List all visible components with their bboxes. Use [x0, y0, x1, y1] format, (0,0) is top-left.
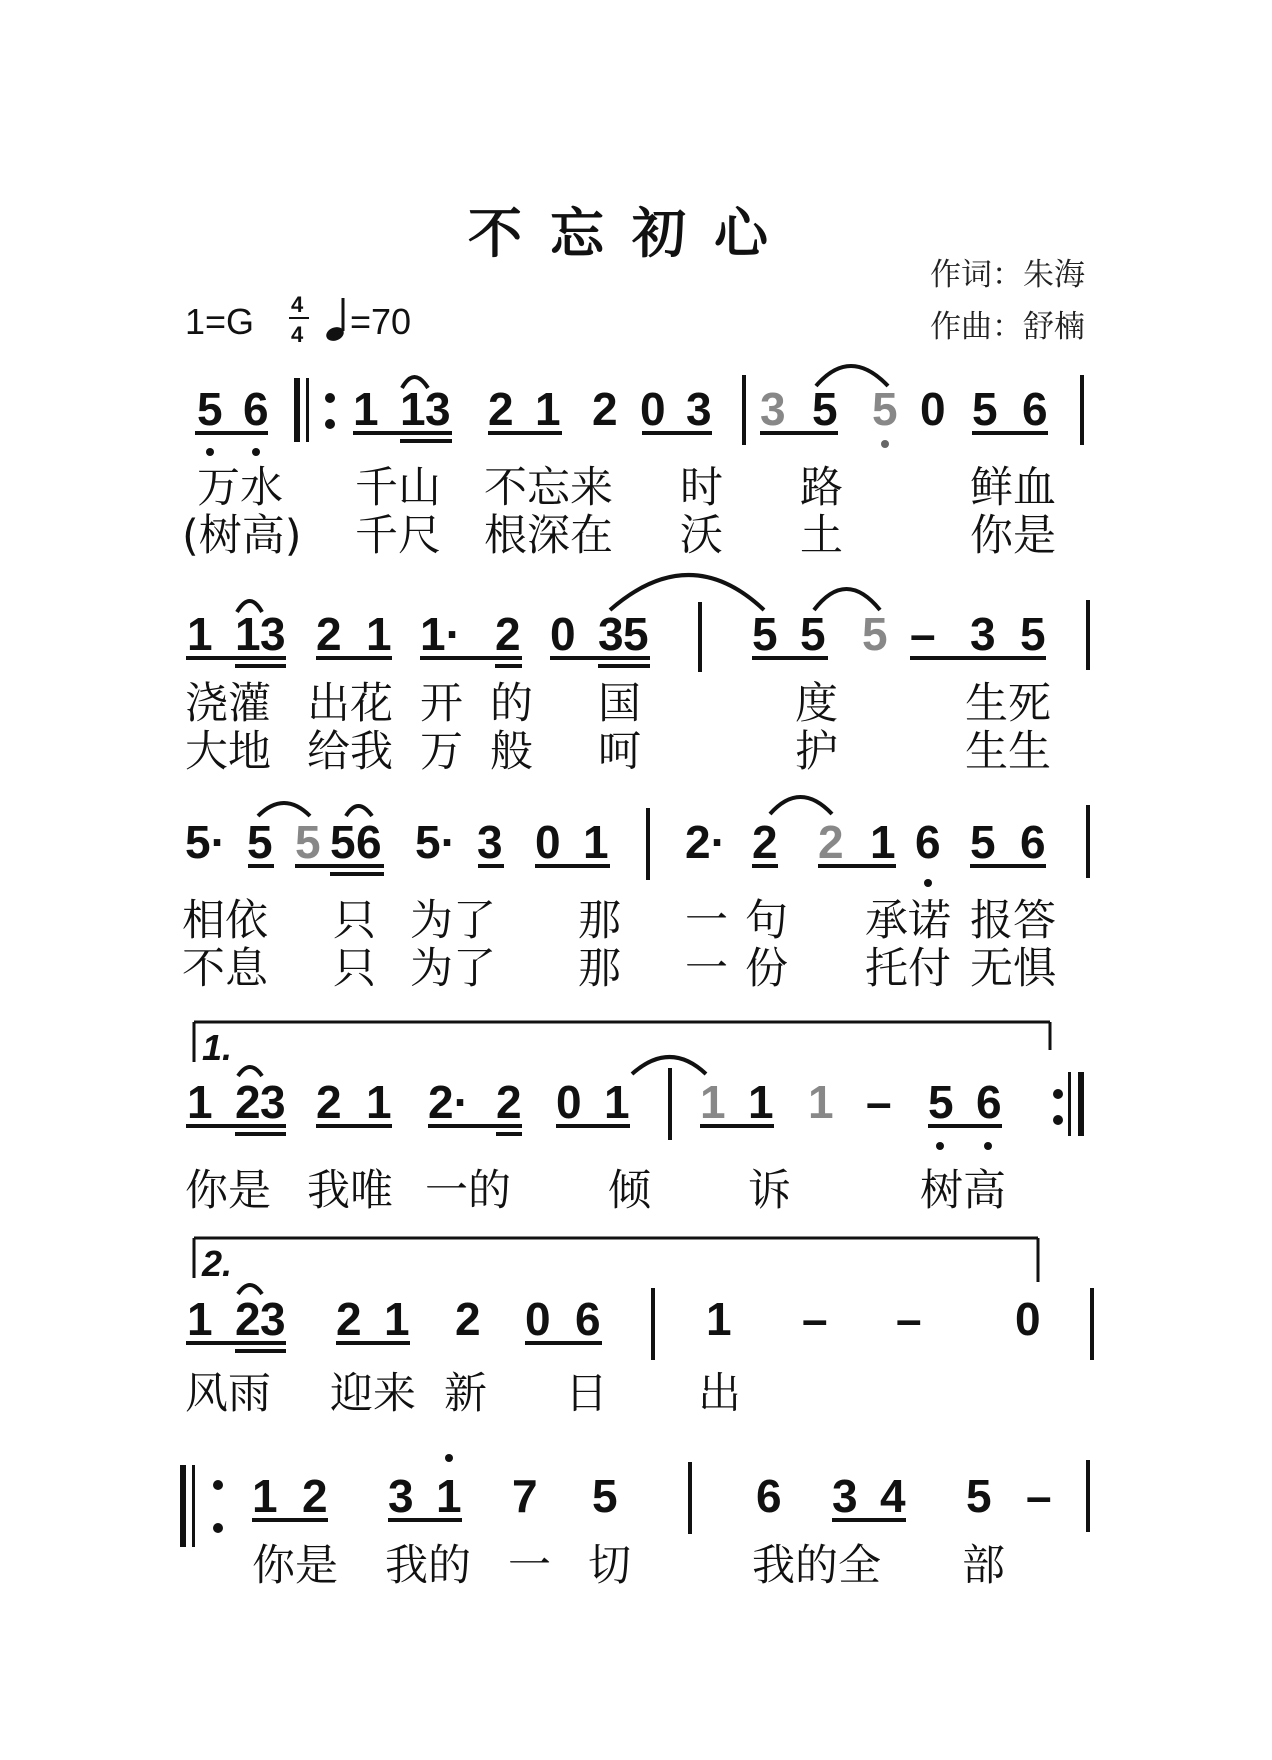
- note: 2: [316, 1076, 342, 1128]
- note: 1: [384, 1293, 410, 1345]
- note: –: [802, 1293, 828, 1345]
- lyric: 一的: [425, 1166, 511, 1216]
- repeat-end-barline: [1053, 1072, 1084, 1136]
- low-octave-dot: [984, 1142, 992, 1150]
- repeat-start-barline: [180, 1465, 223, 1547]
- score-line-5: [185, 1238, 1092, 1419]
- note: 3: [388, 1470, 414, 1522]
- lyric: 份: [745, 944, 788, 994]
- note: 5·: [185, 816, 226, 868]
- note: 5: [862, 608, 888, 660]
- score-line-3: [182, 797, 1088, 994]
- note: 5·: [415, 816, 456, 868]
- lyric: 呵: [598, 727, 641, 777]
- lyric: 无惧: [970, 944, 1056, 994]
- note: 6: [1022, 383, 1048, 435]
- lyric: 浇灌: [185, 679, 271, 729]
- note: 6: [356, 816, 382, 868]
- lyric: 出: [698, 1369, 741, 1419]
- note: 1: [252, 1470, 278, 1522]
- lyric: 那: [578, 896, 621, 946]
- note: 2·: [428, 1076, 469, 1128]
- lyric: 般: [490, 727, 533, 777]
- lyric: 你是: [252, 1541, 338, 1591]
- lyric: 开: [420, 679, 463, 729]
- lyric: 相依: [182, 896, 268, 946]
- lyric: 护: [795, 727, 838, 777]
- high-octave-dot: [445, 1454, 453, 1462]
- lyric: 报答: [970, 896, 1056, 946]
- note: 3: [760, 383, 786, 435]
- lyric: 那: [578, 944, 621, 994]
- note: –: [1026, 1470, 1052, 1522]
- note: 5: [1020, 608, 1046, 660]
- lyric: 一: [685, 944, 728, 994]
- note: 0: [1015, 1293, 1041, 1345]
- note: 1: [400, 383, 426, 435]
- lyric: 出花: [307, 679, 393, 729]
- note: 2: [302, 1470, 328, 1522]
- note: 4: [880, 1470, 906, 1522]
- lyric: 新: [444, 1369, 487, 1419]
- note: 2: [235, 1293, 261, 1345]
- lyric: 不息: [182, 944, 268, 994]
- note: 7: [512, 1470, 538, 1522]
- note: 2: [592, 383, 618, 435]
- lyric: 不忘来: [484, 463, 613, 513]
- note: 1: [436, 1470, 462, 1522]
- lyric: 我的全: [752, 1541, 881, 1591]
- note: 0: [525, 1293, 551, 1345]
- lyric: 万: [420, 727, 463, 777]
- note: 5: [197, 383, 223, 435]
- note: 1: [604, 1076, 630, 1128]
- lyric: (树高): [182, 511, 302, 561]
- lyric: 你是: [185, 1166, 271, 1216]
- note: 0: [550, 608, 576, 660]
- lyric: 大地: [185, 727, 271, 777]
- note: 1: [366, 608, 392, 660]
- note: 1: [187, 1076, 213, 1128]
- lyric: 只: [333, 944, 376, 994]
- composer-credit: 作曲：舒楠: [930, 309, 1085, 345]
- lyric: 根深在: [484, 511, 613, 561]
- note: 2: [495, 608, 521, 660]
- note: 5: [623, 608, 649, 660]
- lyric: 诉: [748, 1166, 791, 1216]
- note: 1: [700, 1076, 726, 1128]
- volta-bracket-2: [194, 1238, 1038, 1282]
- note: 5: [330, 816, 356, 868]
- note: 2: [752, 816, 778, 868]
- low-octave-dot: [881, 440, 889, 448]
- note: 3: [260, 1293, 286, 1345]
- lyric: 只: [333, 896, 376, 946]
- lyric: 路: [800, 463, 843, 513]
- lyric: 风雨: [185, 1369, 271, 1419]
- volta-bracket-1: [194, 1022, 1050, 1062]
- note: 1: [187, 608, 213, 660]
- note: 3: [260, 608, 286, 660]
- low-octave-dot: [252, 448, 260, 456]
- note: 5: [872, 383, 898, 435]
- lyric: 承诺: [865, 896, 951, 946]
- volta-number: 2.: [202, 1243, 233, 1284]
- note: 2: [336, 1293, 362, 1345]
- note: 5: [247, 816, 273, 868]
- lyric: 迎来: [330, 1369, 416, 1419]
- lyric: 树高: [920, 1166, 1006, 1216]
- note: 3: [425, 383, 451, 435]
- note: 1·: [420, 608, 461, 660]
- note: 6: [915, 816, 941, 868]
- note: 3: [832, 1470, 858, 1522]
- note: 3: [260, 1076, 286, 1128]
- note: 2: [316, 608, 342, 660]
- note: 1: [535, 383, 561, 435]
- lyric: 你是: [970, 511, 1056, 561]
- note: 1: [235, 608, 261, 660]
- quarter-note-icon: [324, 298, 345, 343]
- lyric: 的: [490, 679, 533, 729]
- note: 3: [970, 608, 996, 660]
- low-octave-dot: [936, 1142, 944, 1150]
- low-octave-dot: [206, 448, 214, 456]
- note: 3: [686, 383, 712, 435]
- note: 5: [970, 816, 996, 868]
- note: 2: [455, 1293, 481, 1345]
- lyric: 千尺: [355, 511, 441, 561]
- score-line-4: [185, 1022, 1084, 1216]
- note: 5: [800, 608, 826, 660]
- note: 1: [706, 1293, 732, 1345]
- volta-number: 1.: [202, 1027, 233, 1068]
- note: 1: [583, 816, 609, 868]
- key-signature: 1=G: [185, 301, 255, 342]
- lyric: 句: [745, 896, 788, 946]
- lyric: 国: [598, 679, 641, 729]
- lyric: 切: [588, 1541, 631, 1591]
- lyric: 时: [680, 463, 723, 513]
- note: 5: [752, 608, 778, 660]
- score-line-2: [185, 575, 1088, 777]
- note: 5: [972, 383, 998, 435]
- note: 1: [808, 1076, 834, 1128]
- lyric: 一: [508, 1541, 551, 1591]
- note: 1: [353, 383, 379, 435]
- lyric: 万水: [197, 463, 283, 513]
- score-line-1: [182, 366, 1082, 561]
- note: 1: [366, 1076, 392, 1128]
- time-signature-upper: 4: [291, 292, 304, 317]
- note: –: [866, 1076, 892, 1128]
- note: 2: [818, 816, 844, 868]
- note: 5: [812, 383, 838, 435]
- song-title: 不忘初心: [468, 201, 796, 265]
- note: 0: [640, 383, 666, 435]
- lyric: 我唯: [307, 1166, 393, 1216]
- lyric: 生生: [965, 727, 1051, 777]
- lyric: 为了: [410, 896, 496, 946]
- lyric: 沃: [680, 511, 723, 561]
- note: 5: [295, 816, 321, 868]
- lyric: 一: [685, 896, 728, 946]
- lyric: 为了: [410, 944, 496, 994]
- note: 5: [928, 1076, 954, 1128]
- lyric: 部: [962, 1541, 1005, 1591]
- note: 6: [575, 1293, 601, 1345]
- note: 1: [187, 1293, 213, 1345]
- note: 0: [556, 1076, 582, 1128]
- note: –: [910, 608, 936, 660]
- note: 0: [535, 816, 561, 868]
- note: 1: [748, 1076, 774, 1128]
- note: 3: [598, 608, 624, 660]
- note: 6: [976, 1076, 1002, 1128]
- lyric: 日: [565, 1369, 608, 1419]
- low-octave-dot: [924, 879, 932, 887]
- note: 3: [477, 816, 503, 868]
- note: 6: [1020, 816, 1046, 868]
- time-signature-lower: 4: [291, 322, 304, 347]
- note: 6: [756, 1470, 782, 1522]
- note: 5: [966, 1470, 992, 1522]
- note: –: [896, 1293, 922, 1345]
- note: 6: [243, 383, 269, 435]
- note: 2: [235, 1076, 261, 1128]
- lyric: 鲜血: [970, 463, 1056, 513]
- lyric: 倾: [608, 1166, 651, 1216]
- note: 0: [920, 383, 946, 435]
- lyric: 生死: [965, 679, 1051, 729]
- note: 2: [488, 383, 514, 435]
- lyric: 度: [795, 679, 838, 729]
- lyric: 土: [800, 511, 843, 561]
- note: 1: [870, 816, 896, 868]
- note: 2·: [685, 816, 726, 868]
- score-line-6: [180, 1454, 1088, 1591]
- tempo-marking: =70: [350, 301, 412, 342]
- lyric: 我的: [385, 1541, 471, 1591]
- lyric: 托付: [865, 944, 951, 994]
- note: 5: [592, 1470, 618, 1522]
- lyric: 千山: [355, 463, 441, 513]
- repeat-start-barline: [294, 378, 335, 442]
- lyricist-credit: 作词：朱海: [930, 257, 1085, 293]
- lyric: 给我: [307, 727, 393, 777]
- note: 2: [496, 1076, 522, 1128]
